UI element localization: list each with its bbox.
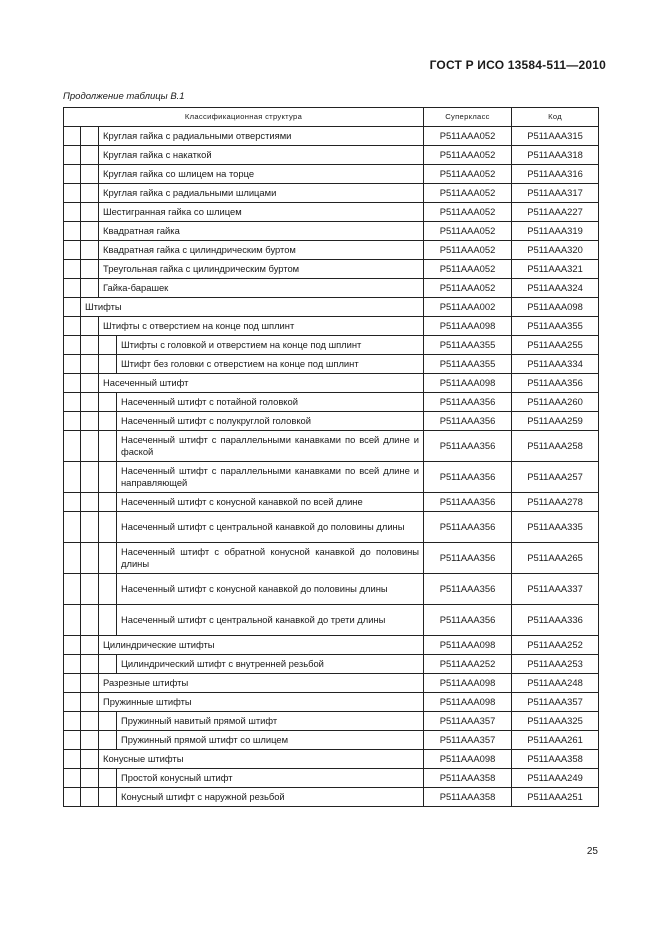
indent-cell (64, 693, 81, 712)
row-superclass: P511AAA052 (424, 279, 512, 298)
table-row (64, 165, 599, 184)
indent-cell (64, 260, 81, 279)
indent-cell (99, 655, 117, 674)
row-name: Штифты (81, 298, 424, 317)
row-name: Насеченный штифт с конусной канавкой до половины длины (117, 574, 424, 605)
row-name: Конусный штифт с наружной резьбой (117, 788, 424, 807)
classification-table (63, 107, 599, 807)
row-superclass: P511AAA098 (424, 636, 512, 655)
row-code: P511AAA227 (512, 203, 599, 222)
indent-cell (99, 543, 117, 574)
indent-cell (99, 355, 117, 374)
row-superclass: P511AAA356 (424, 412, 512, 431)
row-superclass: P511AAA052 (424, 146, 512, 165)
row-name: Насеченный штифт с конусной канавкой по всей длине (117, 493, 424, 512)
indent-cell (81, 750, 99, 769)
row-code: P511AAA321 (512, 260, 599, 279)
row-superclass: P511AAA052 (424, 260, 512, 279)
indent-cell (64, 493, 81, 512)
row-code: P511AAA318 (512, 146, 599, 165)
row-superclass: P511AAA356 (424, 431, 512, 462)
table-row (64, 769, 599, 788)
indent-cell (64, 203, 81, 222)
row-code: P511AAA357 (512, 693, 599, 712)
row-superclass: P511AAA252 (424, 655, 512, 674)
row-code: P511AAA315 (512, 127, 599, 146)
row-superclass: P511AAA356 (424, 543, 512, 574)
indent-cell (64, 184, 81, 203)
indent-cell (64, 788, 81, 807)
row-superclass: P511AAA356 (424, 512, 512, 543)
table-row (64, 374, 599, 393)
indent-cell (99, 493, 117, 512)
indent-cell (64, 731, 81, 750)
row-name: Пружинные штифты (99, 693, 424, 712)
indent-cell (81, 731, 99, 750)
indent-cell (99, 769, 117, 788)
row-code: P511AAA098 (512, 298, 599, 317)
table-row (64, 127, 599, 146)
indent-cell (64, 769, 81, 788)
row-name: Пружинный навитый прямой штифт (117, 712, 424, 731)
row-name: Штифт без головки с отверстием на конце под шплинт (117, 355, 424, 374)
row-superclass: P511AAA052 (424, 241, 512, 260)
indent-cell (64, 298, 81, 317)
row-code: P511AAA260 (512, 393, 599, 412)
row-superclass: P511AAA358 (424, 769, 512, 788)
row-superclass: P511AAA355 (424, 355, 512, 374)
table-row (64, 493, 599, 512)
row-code: P511AAA278 (512, 493, 599, 512)
indent-cell (81, 674, 99, 693)
row-name: Шестигранная гайка со шлицем (99, 203, 424, 222)
indent-cell (64, 374, 81, 393)
table-row (64, 655, 599, 674)
indent-cell (64, 279, 81, 298)
row-name: Насеченный штифт с потайной головкой (117, 393, 424, 412)
indent-cell (81, 336, 99, 355)
indent-cell (81, 241, 99, 260)
indent-cell (81, 374, 99, 393)
table-row (64, 605, 599, 636)
standard-header: ГОСТ Р ИСО 13584-511—2010 (429, 58, 606, 72)
table-row (64, 336, 599, 355)
row-superclass: P511AAA052 (424, 184, 512, 203)
row-code: P511AAA335 (512, 512, 599, 543)
indent-cell (81, 769, 99, 788)
row-superclass: P511AAA052 (424, 127, 512, 146)
indent-cell (99, 731, 117, 750)
row-code: P511AAA356 (512, 374, 599, 393)
row-code: P511AAA255 (512, 336, 599, 355)
row-superclass: P511AAA355 (424, 336, 512, 355)
row-code: P511AAA248 (512, 674, 599, 693)
indent-cell (81, 355, 99, 374)
indent-cell (99, 431, 117, 462)
row-code: P511AAA317 (512, 184, 599, 203)
indent-cell (81, 317, 99, 336)
indent-cell (99, 512, 117, 543)
indent-cell (64, 750, 81, 769)
row-superclass: P511AAA098 (424, 693, 512, 712)
indent-cell (64, 355, 81, 374)
row-name: Штифты с отверстием на конце под шплинт (99, 317, 424, 336)
indent-cell (64, 712, 81, 731)
indent-cell (81, 222, 99, 241)
row-code: P511AAA253 (512, 655, 599, 674)
row-superclass: P511AAA356 (424, 605, 512, 636)
row-code: P511AAA252 (512, 636, 599, 655)
table-caption: Продолжение таблицы В.1 (63, 91, 185, 102)
row-superclass: P511AAA356 (424, 574, 512, 605)
row-superclass: P511AAA358 (424, 788, 512, 807)
row-superclass: P511AAA356 (424, 462, 512, 493)
indent-cell (81, 712, 99, 731)
indent-cell (81, 655, 99, 674)
indent-cell (81, 493, 99, 512)
page-number: 25 (586, 846, 598, 857)
row-name: Насеченный штифт с центральной канавкой до трети длины (117, 605, 424, 636)
indent-cell (81, 393, 99, 412)
row-code: P511AAA336 (512, 605, 599, 636)
indent-cell (99, 605, 117, 636)
table-row (64, 298, 599, 317)
row-name: Цилиндрический штифт с внутренней резьбой (117, 655, 424, 674)
row-name: Насеченный штифт (99, 374, 424, 393)
row-name: Круглая гайка со шлицем на торце (99, 165, 424, 184)
row-name: Гайка-барашек (99, 279, 424, 298)
indent-cell (64, 655, 81, 674)
column-header-structure: Классификационная структура (64, 108, 424, 127)
indent-cell (64, 127, 81, 146)
table-row (64, 543, 599, 574)
row-code: P511AAA316 (512, 165, 599, 184)
row-code: P511AAA325 (512, 712, 599, 731)
row-code: P511AAA261 (512, 731, 599, 750)
row-name: Насеченный штифт с обратной конусной канавкой до половины длины (117, 543, 424, 574)
indent-cell (81, 165, 99, 184)
table-row (64, 693, 599, 712)
table-row (64, 393, 599, 412)
indent-cell (64, 512, 81, 543)
indent-cell (64, 674, 81, 693)
indent-cell (81, 279, 99, 298)
indent-cell (64, 431, 81, 462)
row-name: Треугольная гайка с цилиндрическим буртом (99, 260, 424, 279)
table-row (64, 462, 599, 493)
indent-cell (64, 574, 81, 605)
indent-cell (64, 336, 81, 355)
row-name: Конусные штифты (99, 750, 424, 769)
table-row (64, 203, 599, 222)
indent-cell (64, 165, 81, 184)
indent-cell (99, 393, 117, 412)
row-name: Штифты с головкой и отверстием на конце под шплинт (117, 336, 424, 355)
indent-cell (99, 412, 117, 431)
row-superclass: P511AAA098 (424, 674, 512, 693)
indent-cell (99, 336, 117, 355)
indent-cell (81, 184, 99, 203)
table-row (64, 184, 599, 203)
row-name: Квадратная гайка с цилиндрическим буртом (99, 241, 424, 260)
row-name: Насеченный штифт с параллельными канавками по всей длине и фаской (117, 431, 424, 462)
indent-cell (81, 146, 99, 165)
indent-cell (81, 574, 99, 605)
table-row (64, 146, 599, 165)
table-row (64, 574, 599, 605)
indent-cell (64, 222, 81, 241)
row-name: Насеченный штифт с параллельными канавками по всей длине и направляющей (117, 462, 424, 493)
table-row (64, 412, 599, 431)
indent-cell (99, 462, 117, 493)
table-row (64, 512, 599, 543)
row-name: Круглая гайка с накаткой (99, 146, 424, 165)
row-superclass: P511AAA357 (424, 712, 512, 731)
row-code: P511AAA251 (512, 788, 599, 807)
indent-cell (99, 712, 117, 731)
row-superclass: P511AAA098 (424, 374, 512, 393)
indent-cell (81, 512, 99, 543)
row-name: Пружинный прямой штифт со шлицем (117, 731, 424, 750)
indent-cell (81, 788, 99, 807)
row-superclass: P511AAA356 (424, 493, 512, 512)
row-name: Круглая гайка с радиальными отверстиями (99, 127, 424, 146)
column-header-superclass: Суперкласс (424, 108, 512, 127)
indent-cell (99, 788, 117, 807)
row-name: Цилиндрические штифты (99, 636, 424, 655)
row-code: P511AAA334 (512, 355, 599, 374)
row-superclass: P511AAA052 (424, 222, 512, 241)
indent-cell (64, 412, 81, 431)
row-code: P511AAA319 (512, 222, 599, 241)
indent-cell (81, 605, 99, 636)
indent-cell (64, 543, 81, 574)
indent-cell (81, 260, 99, 279)
table-row (64, 636, 599, 655)
indent-cell (64, 636, 81, 655)
indent-cell (81, 693, 99, 712)
indent-cell (81, 412, 99, 431)
indent-cell (64, 317, 81, 336)
row-superclass: P511AAA356 (424, 393, 512, 412)
row-superclass: P511AAA052 (424, 165, 512, 184)
row-superclass: P511AAA357 (424, 731, 512, 750)
table-row (64, 355, 599, 374)
row-code: P511AAA249 (512, 769, 599, 788)
table-row (64, 431, 599, 462)
row-code: P511AAA324 (512, 279, 599, 298)
table-row (64, 241, 599, 260)
table-row (64, 750, 599, 769)
row-code: P511AAA320 (512, 241, 599, 260)
indent-cell (64, 146, 81, 165)
row-code: P511AAA355 (512, 317, 599, 336)
row-superclass: P511AAA002 (424, 298, 512, 317)
row-code: P511AAA258 (512, 431, 599, 462)
table-row (64, 260, 599, 279)
table-row (64, 712, 599, 731)
indent-cell (81, 636, 99, 655)
indent-cell (81, 462, 99, 493)
indent-cell (64, 605, 81, 636)
row-code: P511AAA259 (512, 412, 599, 431)
table-row (64, 317, 599, 336)
row-name: Простой конусный штифт (117, 769, 424, 788)
row-superclass: P511AAA098 (424, 750, 512, 769)
row-code: P511AAA257 (512, 462, 599, 493)
row-name: Разрезные штифты (99, 674, 424, 693)
column-header-code: Код (512, 108, 599, 127)
table-row (64, 788, 599, 807)
indent-cell (81, 543, 99, 574)
row-name: Круглая гайка с радиальными шлицами (99, 184, 424, 203)
indent-cell (64, 393, 81, 412)
indent-cell (99, 574, 117, 605)
row-superclass: P511AAA052 (424, 203, 512, 222)
table-row (64, 279, 599, 298)
table-row (64, 731, 599, 750)
row-name: Насеченный штифт с полукруглой головкой (117, 412, 424, 431)
row-superclass: P511AAA098 (424, 317, 512, 336)
table-row (64, 674, 599, 693)
row-code: P511AAA265 (512, 543, 599, 574)
row-name: Квадратная гайка (99, 222, 424, 241)
indent-cell (64, 462, 81, 493)
row-code: P511AAA337 (512, 574, 599, 605)
row-name: Насеченный штифт с центральной канавкой до половины длины (117, 512, 424, 543)
indent-cell (81, 203, 99, 222)
indent-cell (81, 431, 99, 462)
row-code: P511AAA358 (512, 750, 599, 769)
indent-cell (64, 241, 81, 260)
indent-cell (81, 127, 99, 146)
table-row (64, 222, 599, 241)
